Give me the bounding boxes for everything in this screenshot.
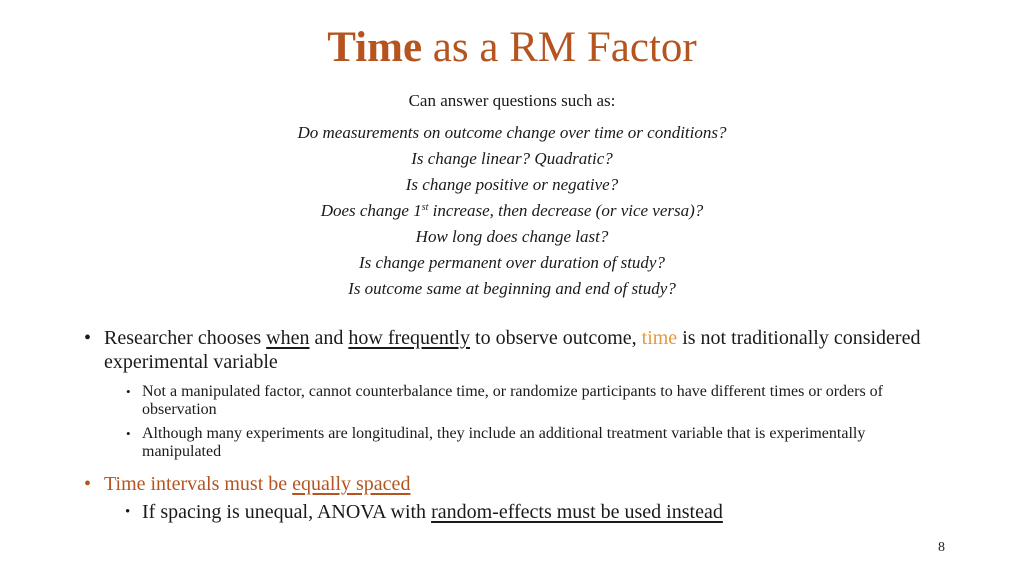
highlight-time: time [641,327,678,349]
question-text: increase, then decrease (or vice versa)? [428,201,704,220]
sub-bullet-text: If spacing is unequal, ANOVA with [142,501,432,523]
underlined-equally-spaced: equally spaced [292,473,411,495]
underlined-random-effects: random-effects must be used instead [431,501,723,523]
sub-bullet-text: Although many experiments are longitudinal, they include an additional treatment variable that is experimentally manipulated [142,425,866,460]
bullet-list [84,326,944,524]
question-item [0,198,1024,224]
underlined-how-frequently: how frequently [348,327,471,349]
bullet-icon: • [126,426,131,441]
bullet-icon: • [125,504,131,520]
sub-bullet-longitudinal [84,425,944,461]
question-item: Is change linear? Quadratic? [411,149,613,168]
question-item: Is change positive or negative? [405,175,619,194]
subtitle: Can answer questions such as: [408,91,616,110]
bullet-intervals [84,472,944,496]
underlined-when: when [266,327,310,349]
question-item: Is outcome same at beginning and end of study? [348,279,676,298]
bullet-text: and [309,327,349,349]
question-item: How long does change last? [415,227,609,246]
page-number: 8 [938,540,945,555]
bullet-icon: • [84,473,92,495]
bullet-text: is not traditionally considered experimental variable [104,327,921,373]
sub-bullet-unequal [84,500,944,524]
bullet-text: to observe outcome, [470,327,642,349]
bullet-text: Time intervals must be [104,473,293,495]
bullet-text: Researcher chooses [104,327,267,349]
question-text: Does change 1 [320,201,422,220]
bullet-researcher [84,326,944,374]
slide-title [0,20,1024,76]
question-item: Do measurements on outcome change over time or conditions? [297,123,727,142]
sub-bullet-manipulated [84,383,944,419]
question-list [0,120,1024,302]
question-item: Is change permanent over duration of study? [359,253,665,272]
ordinal-suffix: st [421,202,429,213]
bullet-icon: • [84,327,92,349]
sub-bullet-text: Not a manipulated factor, cannot counterbalance time, or randomize participants to have different times or orders of observation [142,383,883,418]
bullet-icon: • [126,384,131,399]
title-emphasis: Time [327,24,423,71]
title-rest: as a RM Factor [432,24,697,71]
